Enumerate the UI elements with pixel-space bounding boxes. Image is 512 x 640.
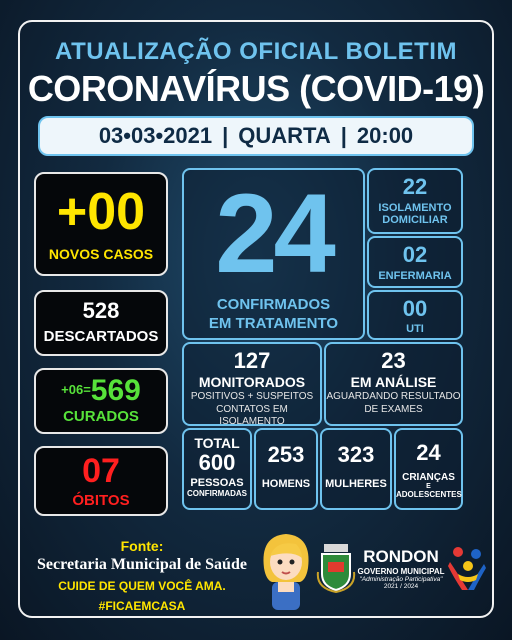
adolescentes-label: ADOLESCENTES [396,490,462,499]
hashtag-text: #FICAEMCASA [98,599,186,613]
title-line2: CORONAVÍRUS (COVID-19) [27,68,485,109]
descartados-value: 528 [82,298,120,323]
isolamento-box [367,168,463,234]
enfermaria-box [367,236,463,288]
curados-row [36,376,166,406]
secretaria-text: Secretaria Municipal de Saúde [37,556,247,573]
criancas-e-label: E [426,483,431,490]
monitorados-sub2: CONTATOS EM ISOLAMENTO [216,403,288,427]
analise-sub1: AGUARDANDO RESULTADO [326,391,461,402]
em-tratamento-label: EM TRATAMENTO [208,315,339,332]
coat-of-arms-icon [316,542,356,594]
obitos-box [34,446,168,516]
confirmados-box [182,168,365,340]
homens-label: HOMENS [261,478,311,490]
people-logo-icon [446,544,488,594]
logo-line1: GOVERNO MUNICIPAL [357,567,445,576]
mulheres-box [320,428,392,510]
title-line1: ATUALIZAÇÃO OFICIAL BOLETIM [55,38,457,65]
monitorados-box [182,342,322,426]
total-label: TOTAL [194,435,240,451]
pessoas-label: PESSOAS [190,477,244,489]
criancas-label: CRIANÇAS [402,472,455,483]
isolamento-value: 22 [402,174,428,199]
criancas-value: 24 [416,440,441,465]
uti-value: 00 [402,296,428,321]
confirmados-value: 24 [215,171,332,296]
confirmadas-label: CONFIRMADAS [187,489,247,498]
descartados-label: DESCARTADOS [43,328,159,345]
logo-name: RONDON [363,547,439,566]
novos-casos-box [34,172,168,276]
obitos-value: 07 [82,452,120,490]
analise-sub2: DE EXAMES [364,403,423,415]
novos-casos-value: +00 [56,183,146,241]
homens-value: 253 [267,442,305,467]
uti-box [367,290,463,340]
curados-prefix: +06= [61,382,91,397]
time-text: 20:00 [356,123,414,148]
homens-box [254,428,318,510]
logo-line2: "Administração Participativa" [359,576,443,583]
monitorados-sub1: POSITIVOS + SUSPEITOS [190,391,314,402]
analise-label: EM ANÁLISE [350,374,437,390]
descartados-box [34,290,168,356]
date-bar [38,116,474,156]
weekday-text: QUARTA [238,123,331,148]
domiciliar-label: DOMICILIAR [382,214,448,226]
curados-label: CURADOS [63,408,139,425]
analise-box [324,342,463,426]
enfermaria-value: 02 [402,242,428,267]
curados-box [34,368,168,434]
mulheres-value: 323 [337,442,375,467]
monitorados-value: 127 [233,348,271,373]
mulheres-label: MULHERES [325,478,387,490]
footer-source [20,538,264,613]
date-text: 03•03•2021 [98,123,213,148]
logo-line3: 2021 / 2024 [383,583,419,590]
enfermaria-label: ENFERMARIA [378,270,452,282]
slogan-text: CUIDE DE QUEM VOCÊ AMA. [58,579,226,593]
separator: | [340,123,347,148]
obitos-label: ÓBITOS [72,492,130,509]
uti-label: UTI [406,323,424,335]
rondon-logo [356,548,446,590]
fonte-label: Fonte: [120,538,164,554]
novos-casos-label: NOVOS CASOS [48,246,154,262]
curados-value: 569 [90,374,141,407]
total-value: 600 [198,450,236,475]
analise-value: 23 [381,348,406,373]
total-box [182,428,252,510]
criancas-box [394,428,463,510]
monitorados-label: MONITORADOS [198,374,306,390]
isolamento-label: ISOLAMENTO [378,202,452,214]
separator: | [222,123,229,148]
confirmados-label: CONFIRMADOS [216,296,331,313]
mascot-illustration [256,528,316,614]
